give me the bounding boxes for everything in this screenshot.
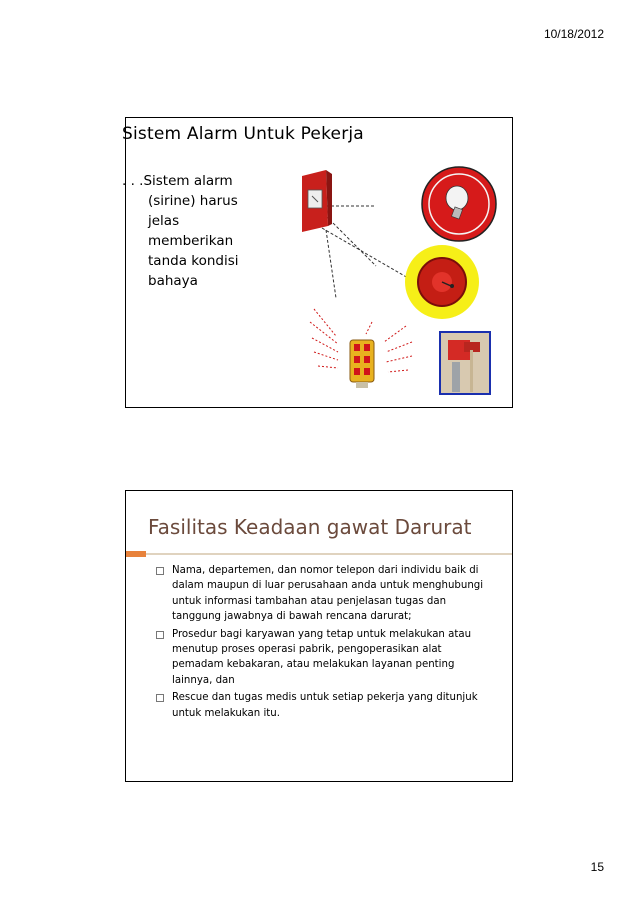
slide-title: Sistem Alarm Untuk Pekerja: [122, 124, 364, 144]
body-line: tanda kondisi: [148, 253, 239, 269]
body-line: bahaya: [148, 273, 198, 289]
page-number: 15: [590, 860, 604, 874]
title-accent-bar: [126, 551, 146, 557]
slide-date: 10/18/2012: [543, 27, 604, 41]
list-item-text: Prosedur bagi karyawan yang tetap untuk melakukan atau menutup proses operasi pabrik, pengoperasikan alat pemadam kebakaran, atau melakukan layanan penting lainnya, dan: [172, 628, 472, 686]
bullet-list: [156, 563, 486, 723]
bullet-square-icon: [156, 694, 164, 702]
wall-alarm-photo: [440, 332, 490, 394]
alarm-bell-icon: [405, 245, 479, 319]
bullet-square-icon: [156, 567, 164, 575]
body-line: . . .Sistem alarm: [122, 173, 233, 189]
body-line: (sirine) harus: [148, 193, 238, 209]
slide-emergency-facilities: [125, 490, 513, 782]
slide-alarm-system: [122, 117, 513, 408]
list-item: [156, 690, 486, 721]
list-item: [156, 563, 486, 625]
fire-alarm-box-icon: [302, 170, 332, 232]
bullet-square-icon: [156, 631, 164, 639]
list-item-text: Nama, departemen, dan nomor telepon dari individu baik di dalam maupun di luar perusahaan anda untuk menghubungi untuk informasi tambahan atau penjelasan tugas dan tanggung jawabnya di bawah rencana darurat;: [172, 565, 484, 623]
lightbulb-warning-icon: [422, 167, 496, 241]
body-line: memberikan: [148, 233, 234, 249]
alarm-illustration: [126, 118, 512, 407]
beacon-light-icon: [310, 309, 412, 388]
list-item: [156, 627, 486, 689]
body-line: jelas: [148, 213, 180, 229]
list-item-text: Rescue dan tugas medis untuk setiap pekerja yang ditunjuk untuk melakukan itu.: [172, 692, 478, 719]
connection-lines: [322, 206, 408, 298]
title-divider: [146, 553, 512, 555]
slide-title: Fasilitas Keadaan gawat Darurat: [148, 515, 472, 539]
